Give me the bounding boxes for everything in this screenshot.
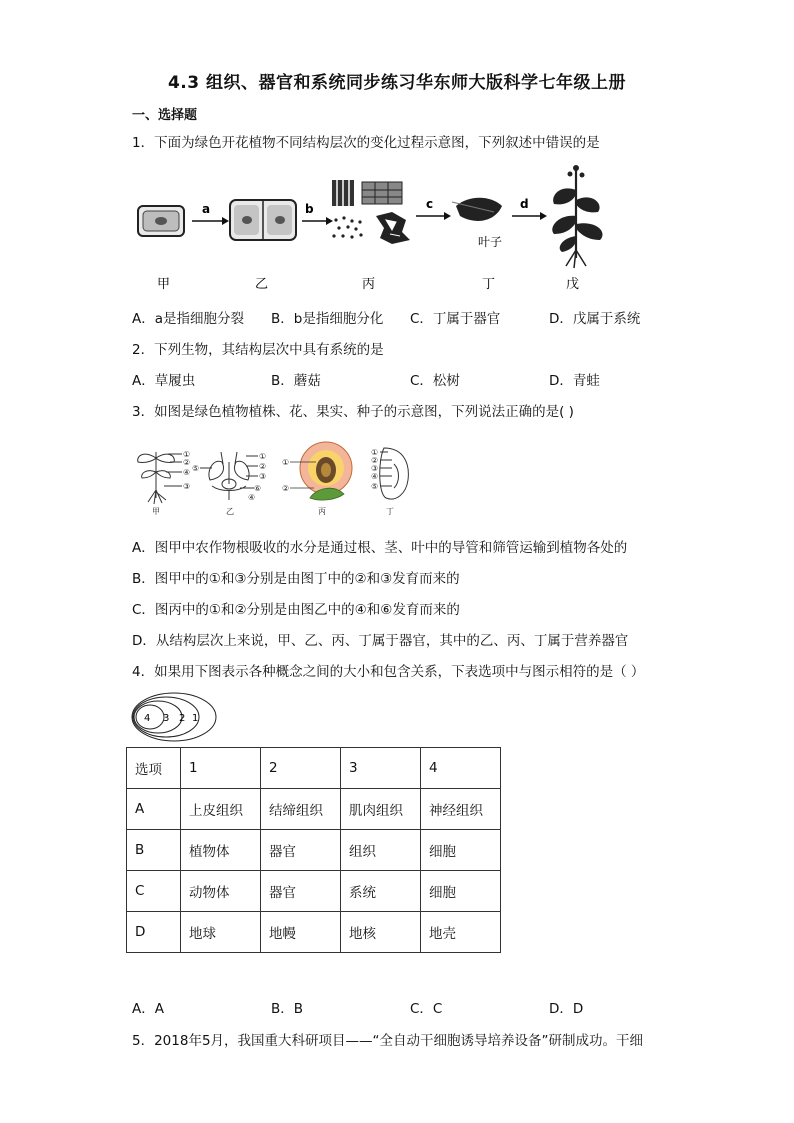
q1-stem: 1．下面为绿色开花植物不同结构层次的变化过程示意图，下列叙述中错误的是 xyxy=(132,135,600,151)
arrow-b-label: b xyxy=(305,202,314,216)
jia-num-4: ④ xyxy=(183,468,191,477)
leaf-ding-image xyxy=(452,198,502,221)
label-jia: 甲 xyxy=(157,277,171,292)
concept-table xyxy=(126,747,501,953)
arrow-c xyxy=(416,212,451,220)
arrow-d-label: d xyxy=(520,197,529,211)
table-row xyxy=(127,830,501,871)
circle-label-2: 2 xyxy=(179,713,186,724)
table-cell: 上皮组织 xyxy=(181,789,261,830)
q3-label-jia: 甲 xyxy=(152,507,160,516)
table-cell: 地核 xyxy=(341,912,421,953)
q1-figure xyxy=(130,160,650,310)
yi-num-6: ⑥ xyxy=(254,484,262,493)
q3-stem: 3．如图是绿色植物植株、花、果实、种子的示意图，下列说法正确的是( ) xyxy=(132,404,574,420)
q3-label-ding: 丁 xyxy=(386,507,394,516)
bing-num-2: ② xyxy=(282,484,290,493)
arrow-a xyxy=(192,217,229,225)
q1-option-d[interactable]: D．戊属于系统 xyxy=(549,311,641,327)
ding-num-1: ① xyxy=(371,448,379,457)
table-row xyxy=(127,789,501,830)
label-yi: 乙 xyxy=(255,277,269,292)
table-header-cell: 1 xyxy=(181,748,261,789)
table-cell: 组织 xyxy=(341,830,421,871)
table-cell: 植物体 xyxy=(181,830,261,871)
q4-option-b[interactable]: B．B xyxy=(271,1001,304,1017)
table-cell: 肌肉组织 xyxy=(341,789,421,830)
q2-option-b[interactable]: B．蘑菇 xyxy=(271,373,321,389)
q3-figure xyxy=(130,440,420,518)
table-row xyxy=(127,912,501,953)
table-header-cell: 2 xyxy=(261,748,341,789)
figure-ding-seed xyxy=(380,448,409,499)
leaf-caption: 叶子 xyxy=(478,235,503,249)
jia-num-2: ② xyxy=(183,458,191,467)
figure-jia-plant xyxy=(138,452,182,504)
ding-num-3: ③ xyxy=(371,464,379,473)
cell-jia-image xyxy=(138,206,184,236)
q3-label-yi: 乙 xyxy=(226,507,234,516)
q3-option-a[interactable]: A．图甲中农作物根吸收的水分是通过根、茎、叶中的导管和筛管运输到植物各处的 xyxy=(132,540,628,556)
q4-option-c[interactable]: C．C xyxy=(410,1001,443,1017)
table-header-cell: 4 xyxy=(421,748,501,789)
q3-option-d[interactable]: D．从结构层次上来说，甲、乙、丙、丁属于器官，其中的乙、丙、丁属于营养器官 xyxy=(132,633,629,649)
q4-option-a[interactable]: A．A xyxy=(132,1001,164,1017)
q2-stem: 2．下列生物，其结构层次中具有系统的是 xyxy=(132,342,384,358)
q4-option-d[interactable]: D．D xyxy=(549,1001,584,1017)
circle-label-3: 3 xyxy=(163,713,170,724)
q2-option-a[interactable]: A．草履虫 xyxy=(132,373,196,389)
table-cell: B xyxy=(127,830,181,871)
table-header-cell: 选项 xyxy=(127,748,181,789)
ding-num-2: ② xyxy=(371,456,379,465)
table-row xyxy=(127,871,501,912)
q2-option-c[interactable]: C．松树 xyxy=(410,373,460,389)
table-cell: 神经组织 xyxy=(421,789,501,830)
q4-stem: 4．如果用下图表示各种概念之间的大小和包含关系，下表选项中与图示相符的是（ ） xyxy=(132,664,645,680)
yi-num-4: ④ xyxy=(248,493,256,502)
table-cell: 地幔 xyxy=(261,912,341,953)
table-cell: 器官 xyxy=(261,830,341,871)
q5-stem: 5．2018年5月，我国重大科研项目——“全自动干细胞诱导培养设备”研制成功。干细 xyxy=(132,1033,644,1049)
table-cell: 细胞 xyxy=(421,871,501,912)
yi-num-5: ⑤ xyxy=(192,464,200,473)
label-bing: 丙 xyxy=(362,277,376,292)
table-cell: 系统 xyxy=(341,871,421,912)
table-header-row xyxy=(127,748,501,789)
circle-label-1: 1 xyxy=(192,713,199,724)
q3-option-b[interactable]: B．图甲中的①和③分别是由图丁中的②和③发育而来的 xyxy=(132,571,460,587)
arrow-c-label: c xyxy=(426,197,434,211)
q2-option-d[interactable]: D．青蛙 xyxy=(549,373,600,389)
q1-option-a[interactable]: A．a是指细胞分裂 xyxy=(132,311,245,327)
table-cell: 地壳 xyxy=(421,912,501,953)
q3-option-c[interactable]: C．图丙中的①和②分别是由图乙中的④和⑥发育而来的 xyxy=(132,602,460,618)
bing-num-1: ① xyxy=(282,458,290,467)
ding-num-4: ④ xyxy=(371,472,379,481)
ding-num-5: ⑤ xyxy=(371,482,379,491)
plant-wu-image xyxy=(552,165,602,268)
section-heading: 一、选择题 xyxy=(132,108,198,123)
arrow-d xyxy=(512,212,547,220)
page-title: 4.3 组织、器官和系统同步练习华东师大版科学七年级上册 xyxy=(167,73,627,93)
table-cell: A xyxy=(127,789,181,830)
figure-bing-peach xyxy=(290,442,352,500)
table-cell: 结缔组织 xyxy=(261,789,341,830)
q3-label-bing: 丙 xyxy=(318,507,326,516)
jia-num-3: ③ xyxy=(183,482,191,491)
yi-num-3: ③ xyxy=(259,472,267,481)
tissues-bing-image xyxy=(332,180,410,244)
q1-option-c[interactable]: C．丁属于器官 xyxy=(410,311,501,327)
label-ding: 丁 xyxy=(482,277,496,292)
table-cell: C xyxy=(127,871,181,912)
table-cell: 器官 xyxy=(261,871,341,912)
table-cell: 动物体 xyxy=(181,871,261,912)
jia-num-1: ① xyxy=(183,450,191,459)
label-wu: 戊 xyxy=(566,277,580,292)
yi-num-1: ① xyxy=(259,452,267,461)
cell-yi-image xyxy=(230,200,296,240)
arrow-a-label: a xyxy=(202,202,211,216)
concept-circles-diagram xyxy=(130,690,220,744)
table-header-cell: 3 xyxy=(341,748,421,789)
table-cell: D xyxy=(127,912,181,953)
table-cell: 细胞 xyxy=(421,830,501,871)
table-cell: 地球 xyxy=(181,912,261,953)
q1-option-b[interactable]: B．b是指细胞分化 xyxy=(271,311,384,327)
circle-label-4: 4 xyxy=(144,713,151,724)
arrow-b xyxy=(302,217,333,225)
yi-num-2: ② xyxy=(259,462,267,471)
